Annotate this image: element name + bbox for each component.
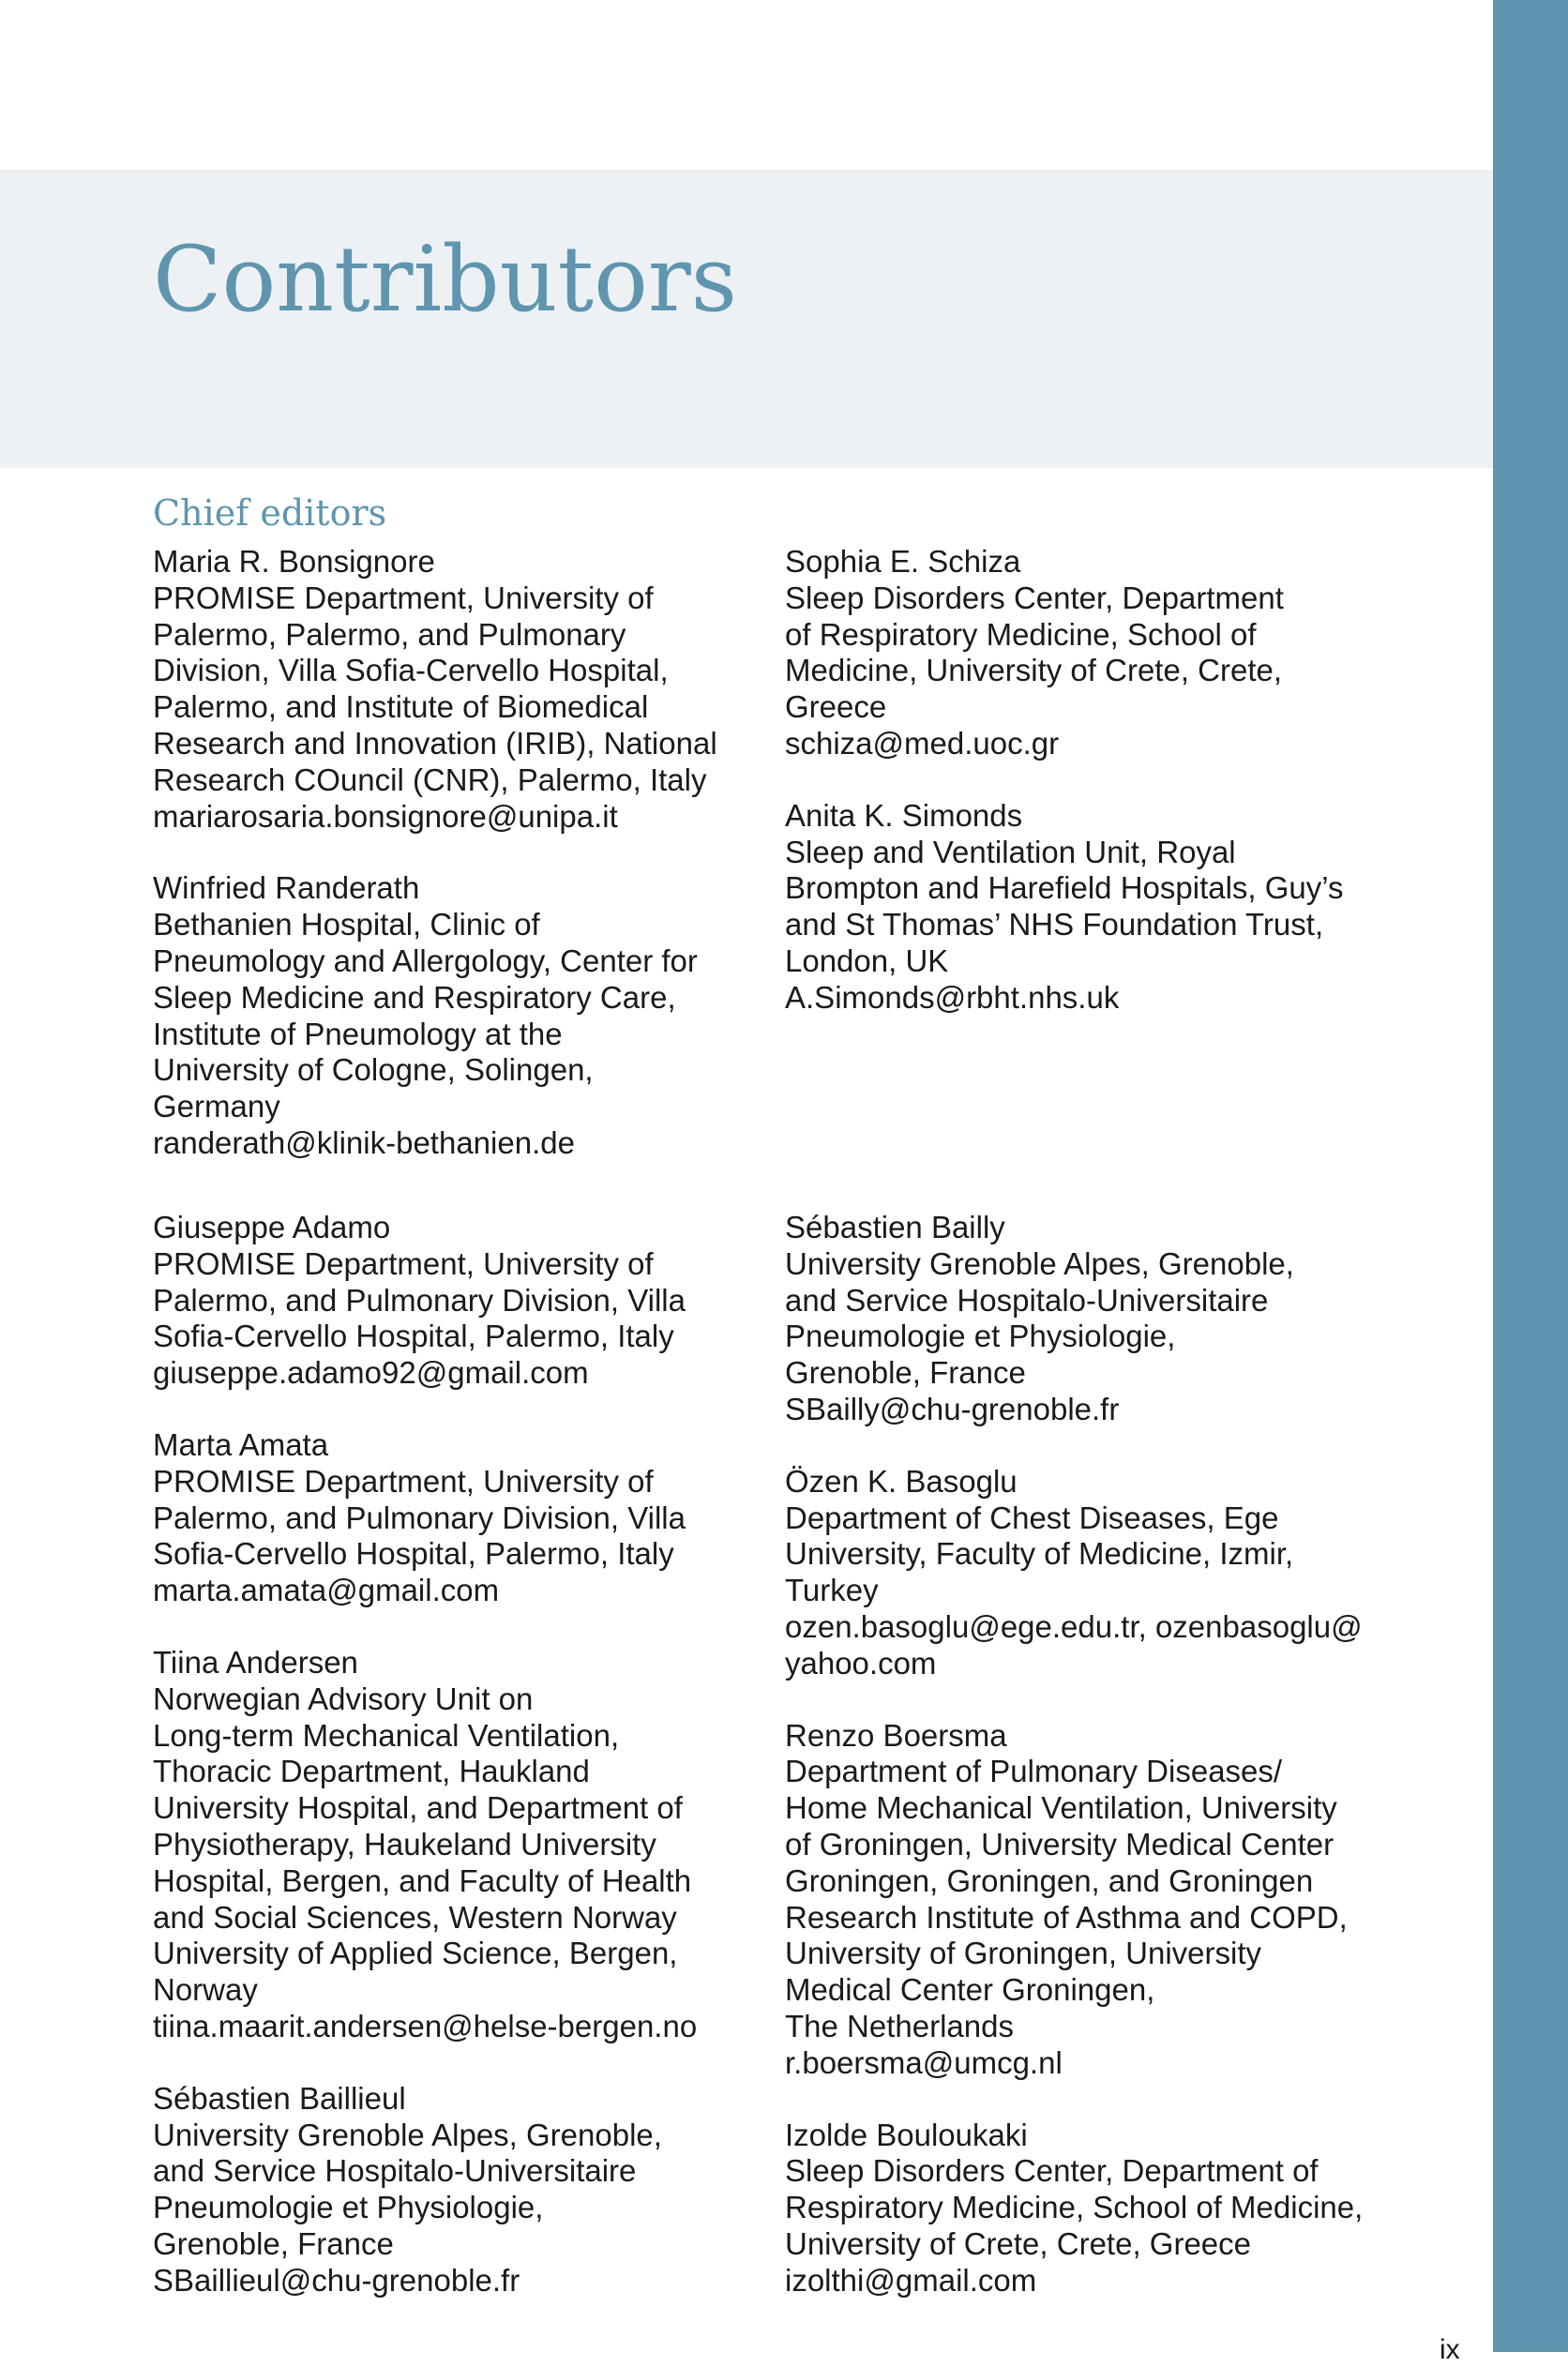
contributor-affiliation: Norwegian Advisory Unit on Long-term Mechanical Ventilation, Thoracic Department, Haukland University Hospital, and Department of Physiotherapy, Haukeland University Hospital, Bergen, and Faculty of Health and Social Sciences, Western Norway University of Applied Science, Bergen, Norway bbox=[153, 1681, 692, 2008]
contributor-entry bbox=[153, 1427, 753, 1609]
contributor-name: Sébastien Baillieul bbox=[153, 2080, 406, 2116]
contributor-affiliation: PROMISE Department, University of Palermo, and Pulmonary Division, Villa Sofia-Cervello Hospital, Palermo, Italy bbox=[153, 1463, 686, 1572]
contributor-email: tiina.maarit.andersen@helse-bergen.no bbox=[153, 2008, 698, 2043]
contributor-email: A.Simonds@rbht.nhs.uk bbox=[785, 979, 1120, 1015]
contributor-affiliation: Department of Pulmonary Diseases/ Home Mechanical Ventilation, University of Groningen, University Medical Center Groningen, Groningen, and Groningen Research Institute of Asthma and COPD, University of Groningen, University Medical Center Groningen, The Netherlands bbox=[785, 1754, 1348, 2043]
contributor-entry bbox=[785, 544, 1385, 762]
contributor-email: randerath@klinik-bethanien.de bbox=[153, 1124, 575, 1160]
contributor-affiliation: Sleep and Ventilation Unit, Royal Brompton and Harefield Hospitals, Guy’s and St Thomas’ NHS Foundation Trust, London, UK bbox=[785, 834, 1344, 978]
contributors-left-column bbox=[153, 1210, 753, 2335]
contributor-email: r.boersma@umcg.nl bbox=[785, 2044, 1063, 2080]
contributors-right-column bbox=[785, 1210, 1385, 2335]
contributor-entry bbox=[785, 2118, 1385, 2299]
contributor-name: Özen K. Basoglu bbox=[785, 1463, 1018, 1499]
contributor-entry bbox=[153, 2081, 753, 2299]
contributor-entry bbox=[785, 1718, 1385, 2082]
contributor-affiliation: Department of Chest Diseases, Ege University, Faculty of Medicine, Izmir, Turkey bbox=[785, 1500, 1294, 1608]
contributor-name: Maria R. Bonsignore bbox=[153, 544, 435, 579]
contributor-entry bbox=[785, 798, 1385, 1017]
contributor-name: Tiina Andersen bbox=[153, 1644, 358, 1680]
contributor-entry bbox=[785, 1210, 1385, 1428]
contributor-email: izolthi@gmail.com bbox=[785, 2262, 1037, 2298]
contributor-affiliation: PROMISE Department, University of Palermo, and Pulmonary Division, Villa Sofia-Cervello Hospital, Palermo, Italy bbox=[153, 1245, 686, 1354]
page-number: ix bbox=[1440, 2334, 1460, 2365]
contributor-affiliation: University Grenoble Alpes, Grenoble, and Service Hospitalo-Universitaire Pneumologie et Physiologie, Grenoble, France bbox=[153, 2117, 662, 2261]
contributor-entry bbox=[153, 1210, 753, 1392]
contributor-name: Sophia E. Schiza bbox=[785, 544, 1021, 579]
contributor-entry bbox=[153, 1645, 753, 2045]
contributor-email: marta.amata@gmail.com bbox=[153, 1573, 500, 1608]
contributor-email: mariarosaria.bonsignore@unipa.it bbox=[153, 798, 618, 834]
contributor-email: ozen.basoglu@ege.edu.tr, ozenbasoglu@ yahoo.com bbox=[785, 1608, 1363, 1681]
contributor-affiliation: PROMISE Department, University of Palermo, Palermo, and Pulmonary Division, Villa Sofia-Cervello Hospital, Palermo, and Institute of Biomedical Research and Innovation (IRIB), National Research COuncil (CNR), Palermo, Italy bbox=[153, 580, 717, 797]
page-title: Contributors bbox=[153, 227, 738, 332]
contributor-name: Marta Amata bbox=[153, 1426, 329, 1462]
contributor-entry bbox=[153, 870, 753, 1161]
contributor-email: schiza@med.uoc.gr bbox=[785, 725, 1060, 761]
contributor-affiliation: Bethanien Hospital, Clinic of Pneumology and Allergology, Center for Sleep Medicine and Respiratory Care, Institute of Pneumology at the University of Cologne, Solingen, Germany bbox=[153, 907, 698, 1124]
contributor-name: Anita K. Simonds bbox=[785, 797, 1023, 833]
contributor-email: SBailly@chu-grenoble.fr bbox=[785, 1391, 1120, 1426]
contributor-name: Winfried Randerath bbox=[153, 870, 420, 906]
contributor-email: SBaillieul@chu-grenoble.fr bbox=[153, 2262, 520, 2298]
contributor-entry bbox=[785, 1464, 1385, 1682]
contributor-name: Renzo Boersma bbox=[785, 1717, 1007, 1753]
contributor-affiliation: University Grenoble Alpes, Grenoble, and Service Hospitalo-Universitaire Pneumologie et Physiologie, Grenoble, France bbox=[785, 1245, 1294, 1391]
contributor-name: Sébastien Bailly bbox=[785, 1210, 1005, 1244]
contributor-affiliation: Sleep Disorders Center, Department of Respiratory Medicine, School of Medicine, University of Crete, Crete, Greece bbox=[785, 2153, 1364, 2261]
contributor-email: giuseppe.adamo92@gmail.com bbox=[153, 1355, 589, 1391]
contributor-affiliation: Sleep Disorders Center, Department of Respiratory Medicine, School of Medicine, University of Crete, Crete, Greece bbox=[785, 580, 1284, 725]
chief-editors-heading: Chief editors bbox=[153, 492, 387, 534]
contributor-name: Giuseppe Adamo bbox=[153, 1210, 391, 1244]
chief-editors-left-column bbox=[153, 544, 753, 1198]
contributor-name: Izolde Bouloukaki bbox=[785, 2117, 1028, 2152]
side-color-bar bbox=[1493, 0, 1568, 2352]
contributor-entry bbox=[153, 544, 753, 835]
chief-editors-right-column bbox=[785, 544, 1385, 1052]
